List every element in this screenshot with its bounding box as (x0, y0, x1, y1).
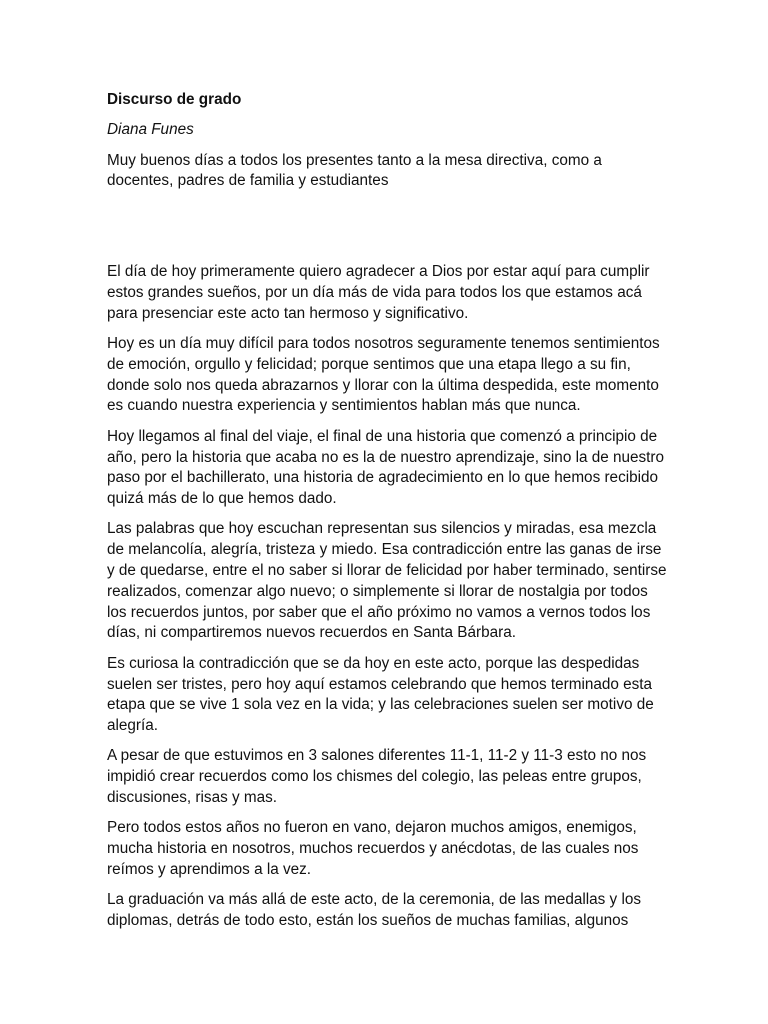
document-title: Discurso de grado (107, 91, 242, 108)
body-paragraph-6: A pesar de que estuvimos en 3 salones diferentes 11-1, 11-2 y 11-3 esto no nos impidió crear recuerdos como los chismes del colegio, las peleas entre grupos, discusiones, risas y mas. (107, 747, 647, 807)
body-paragraph-7: Pero todos estos años no fueron en vano, dejaron muchos amigos, enemigos, mucha historia en nosotros, muchos recuerdos y anécdotas, de las cuales nos reímos y aprendimos a la vez. (107, 819, 639, 878)
blank-space (107, 192, 667, 262)
body-paragraph-3: Hoy llegamos al final del viaje, el final de una historia que comenzó a principio de año, pero la historia que acaba no es la de nuestro aprendizaje, sino la de nuestro paso por el bachillerato, una historia de agradecimiento en lo que hemos recibido quizá más de lo que hemos dado. (107, 427, 665, 508)
body-paragraph-4: Las palabras que hoy escuchan representan sus silencios y miradas, esa mezcla de melancolía, alegría, tristeza y miedo. Esa contradicción entre las ganas de irse y de quedarse, entre el no saber si llorar de felicidad por haber terminado, sentirse realizados, comenzar algo nuevo; o simplemente si llorar de nostalgia por todos los recuerdos juntos, por saber que el año próximo no vamos a vernos todos los días, ni compartiremos nuevos recuerdos en Santa Bárbara. (107, 520, 667, 642)
document-author: Diana Funes (107, 120, 194, 138)
body-paragraph-1: El día de hoy primeramente quiero agradecer a Dios por estar aquí para cumplir estos grandes sueños, por un día más de vida para todos los que estamos acá para presenciar este acto tan hermoso y significativo. (107, 263, 650, 322)
body-paragraph-5: Es curiosa la contradicción que se da hoy en este acto, porque las despedidas suelen ser tristes, pero hoy aquí estamos celebrando que hemos terminado esta etapa que se vive 1 sola vez en la vida; y las celebraciones suelen ser motivo de alegría. (107, 654, 654, 735)
body-paragraph-8: La graduación va más allá de este acto, de la ceremonia, de las medallas y los diplomas, detrás de todo esto, están los sueños de muchas familias, algunos (107, 891, 641, 929)
greeting-paragraph: Muy buenos días a todos los presentes tanto a la mesa directiva, como a docentes, padres de familia y estudiantes (107, 151, 602, 190)
body-paragraph-2: Hoy es un día muy difícil para todos nosotros seguramente tenemos sentimientos de emoción, orgullo y felicidad; porque sentimos que una etapa llego a su fin, donde solo nos queda abrazarnos y llorar con la última despedida, este momento es cuando nuestra experiencia y sentimientos hablan más que nunca. (107, 335, 660, 415)
document-page (107, 90, 667, 941)
